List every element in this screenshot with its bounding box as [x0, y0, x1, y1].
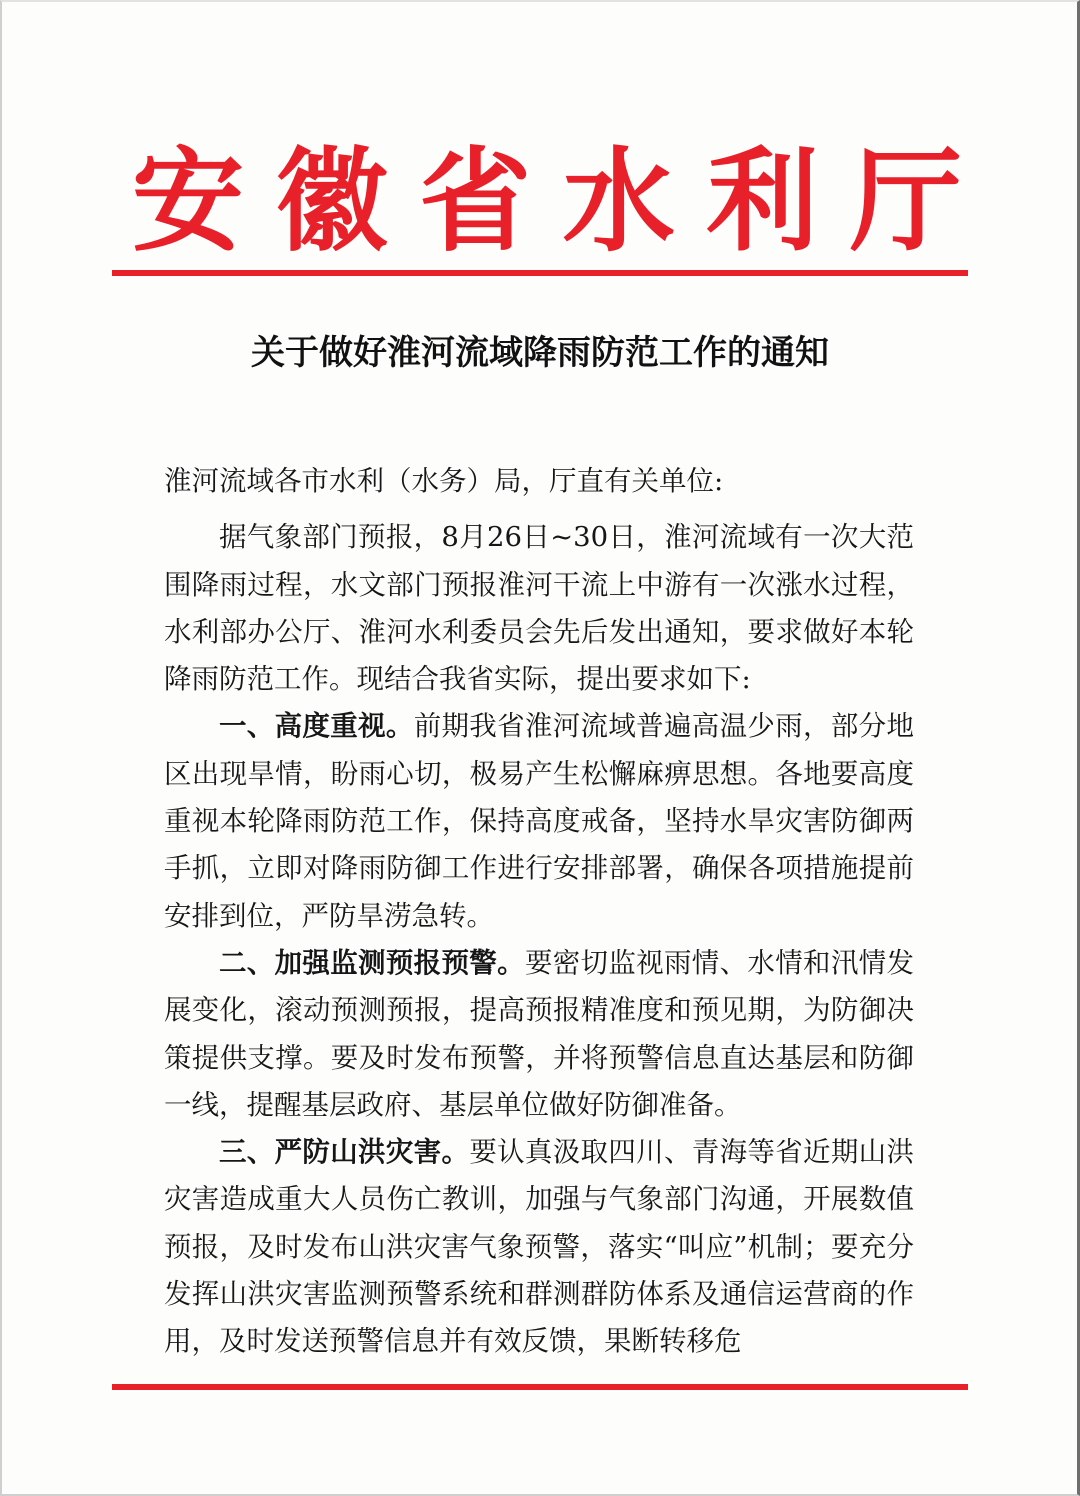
- footer-divider-rule: [112, 1384, 968, 1390]
- section-heading: 二、加强监测预报预警。: [219, 946, 525, 979]
- masthead-char: 省: [419, 136, 532, 267]
- section-text: 前期我省淮河流域普遍高温少雨，部分地区出现旱情，盼雨心切，极易产生松懈麻痹思想。各地要高度重视本轮降雨防范工作，保持高度戒备，坚持水旱灾害防御两手抓，立即对降雨防御工作进行安排部署，确保各项措施提前安排到位，严防旱涝急转。: [164, 710, 914, 932]
- section-paragraph-3: [164, 1129, 914, 1365]
- masthead-divider-rule: [112, 270, 968, 276]
- issuing-authority-masthead: [132, 136, 962, 267]
- masthead-char: 厅: [849, 136, 962, 267]
- document-title: 关于做好淮河流域降雨防范工作的通知: [251, 333, 829, 373]
- section-heading: 三、严防山洪灾害。: [219, 1136, 470, 1169]
- intro-paragraph: 据气象部门预报，8月26日~30日，淮河流域有一次大范围降雨过程，水文部门预报淮河干流上中游有一次涨水过程，水利部办公厅、淮河水利委员会先后发出通知，要求做好本轮降雨防范工作。现结合我省实际，提出要求如下:: [164, 521, 914, 696]
- salutation: 淮河流域各市水利（水务）局，厅直有关单位:: [164, 465, 724, 497]
- document-body: [164, 458, 914, 1366]
- section-paragraph-2: [164, 940, 914, 1129]
- masthead-char: 徽: [275, 136, 388, 267]
- section-paragraph-1: [164, 703, 914, 939]
- section-heading: 一、高度重视。: [219, 710, 414, 743]
- masthead-char: 安: [132, 136, 244, 267]
- section-text: 要密切监视雨情、水情和汛情发展变化，滚动预测预报，提高预报精准度和预见期，为防御决策提供支撑。要及时发布预警，并将预警信息直达基层和防御一线，提醒基层政府、基层单位做好防御准备。: [164, 946, 914, 1121]
- masthead-char: 利: [706, 136, 819, 267]
- section-text: 要认真汲取四川、青海等省近期山洪灾害造成重大人员伤亡教训，加强与气象部门沟通，开展数值预报，及时发布山洪灾害气象预警，落实“叫应”机制；要充分发挥山洪灾害监测预警系统和群测群防体系及通信运营商的作用，及时发送预警信息并有效反馈，果断转移危: [164, 1136, 914, 1358]
- masthead-char: 水: [562, 136, 675, 267]
